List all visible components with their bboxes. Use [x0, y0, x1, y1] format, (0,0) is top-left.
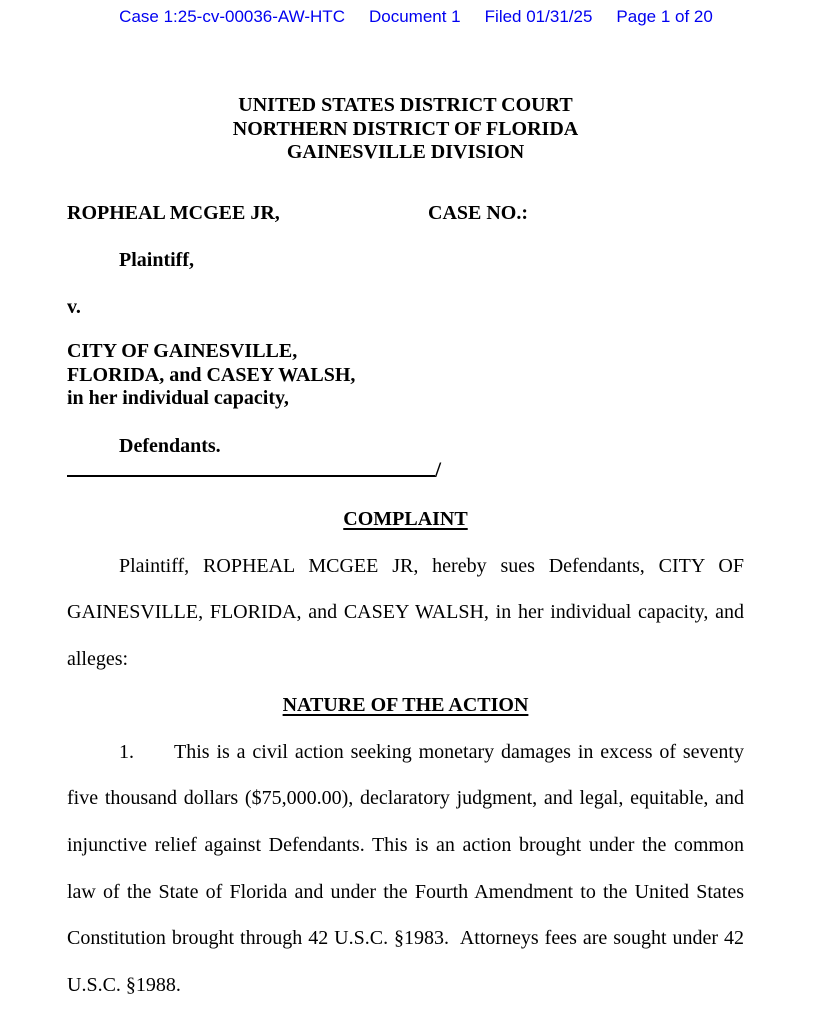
defendant-line-2: FLORIDA, and CASEY WALSH,: [67, 363, 356, 386]
versus-label: v.: [67, 295, 81, 318]
court-title-line-2: NORTHERN DISTRICT OF FLORIDA: [232, 117, 579, 140]
defendant-line-1: CITY OF GAINESVILLE,: [67, 340, 298, 362]
plaintiff-role: Plaintiff,: [119, 249, 194, 271]
court-title-block: [67, 94, 744, 165]
section-heading-nature-of-the-action: NATURE OF THE ACTION: [282, 694, 529, 717]
paragraph-text: This is a civil action seeking monetary damages in excess of seventy five thousand dollars ($75,000.00), declaratory judgment, and legal, equitable, and injunctive relief against Defendants. This is an action brought under the common law of the State of Florida and under the Fourth Amendment to the United States Constitution brought through 42 U.S.C. §1983. Attorneys fees are sought under 42 U.S.C. §1988.: [67, 740, 744, 996]
defendant-names-block: [67, 340, 744, 411]
stamp-document-number: Document 1: [368, 7, 461, 26]
separator-line: [67, 458, 435, 477]
defendant-role: Defendants.: [119, 434, 221, 457]
complaint-title: COMPLAINT: [343, 508, 468, 530]
defendant-line-3: in her individual capacity,: [67, 387, 289, 409]
numbered-paragraph-1: [67, 729, 744, 1009]
stamp-filed-date: Filed 01/31/25: [484, 7, 593, 26]
stamp-case-number: Case 1:25-cv-00036-AW-HTC: [119, 7, 345, 26]
plaintiff-name: ROPHEAL MCGEE JR,: [67, 201, 280, 224]
paragraph-number: 1.: [119, 740, 134, 763]
caption-row: [67, 202, 744, 226]
caption-separator: [67, 458, 744, 482]
intro-paragraph: Plaintiff, ROPHEAL MCGEE JR, hereby sues Defendants, CITY OF GAINESVILLE, FLORIDA, and CASEY WALSH, in her individual capacity, and alleges:: [67, 554, 744, 670]
document-content: [67, 0, 744, 1008]
court-title-line-3: GAINESVILLE DIVISION: [286, 141, 525, 163]
separator-slash: /: [435, 457, 442, 482]
stamp-page-number: Page 1 of 20: [616, 7, 713, 26]
case-number-label: CASE NO.:: [428, 201, 529, 224]
court-title-line-1: UNITED STATES DISTRICT COURT: [238, 94, 573, 116]
